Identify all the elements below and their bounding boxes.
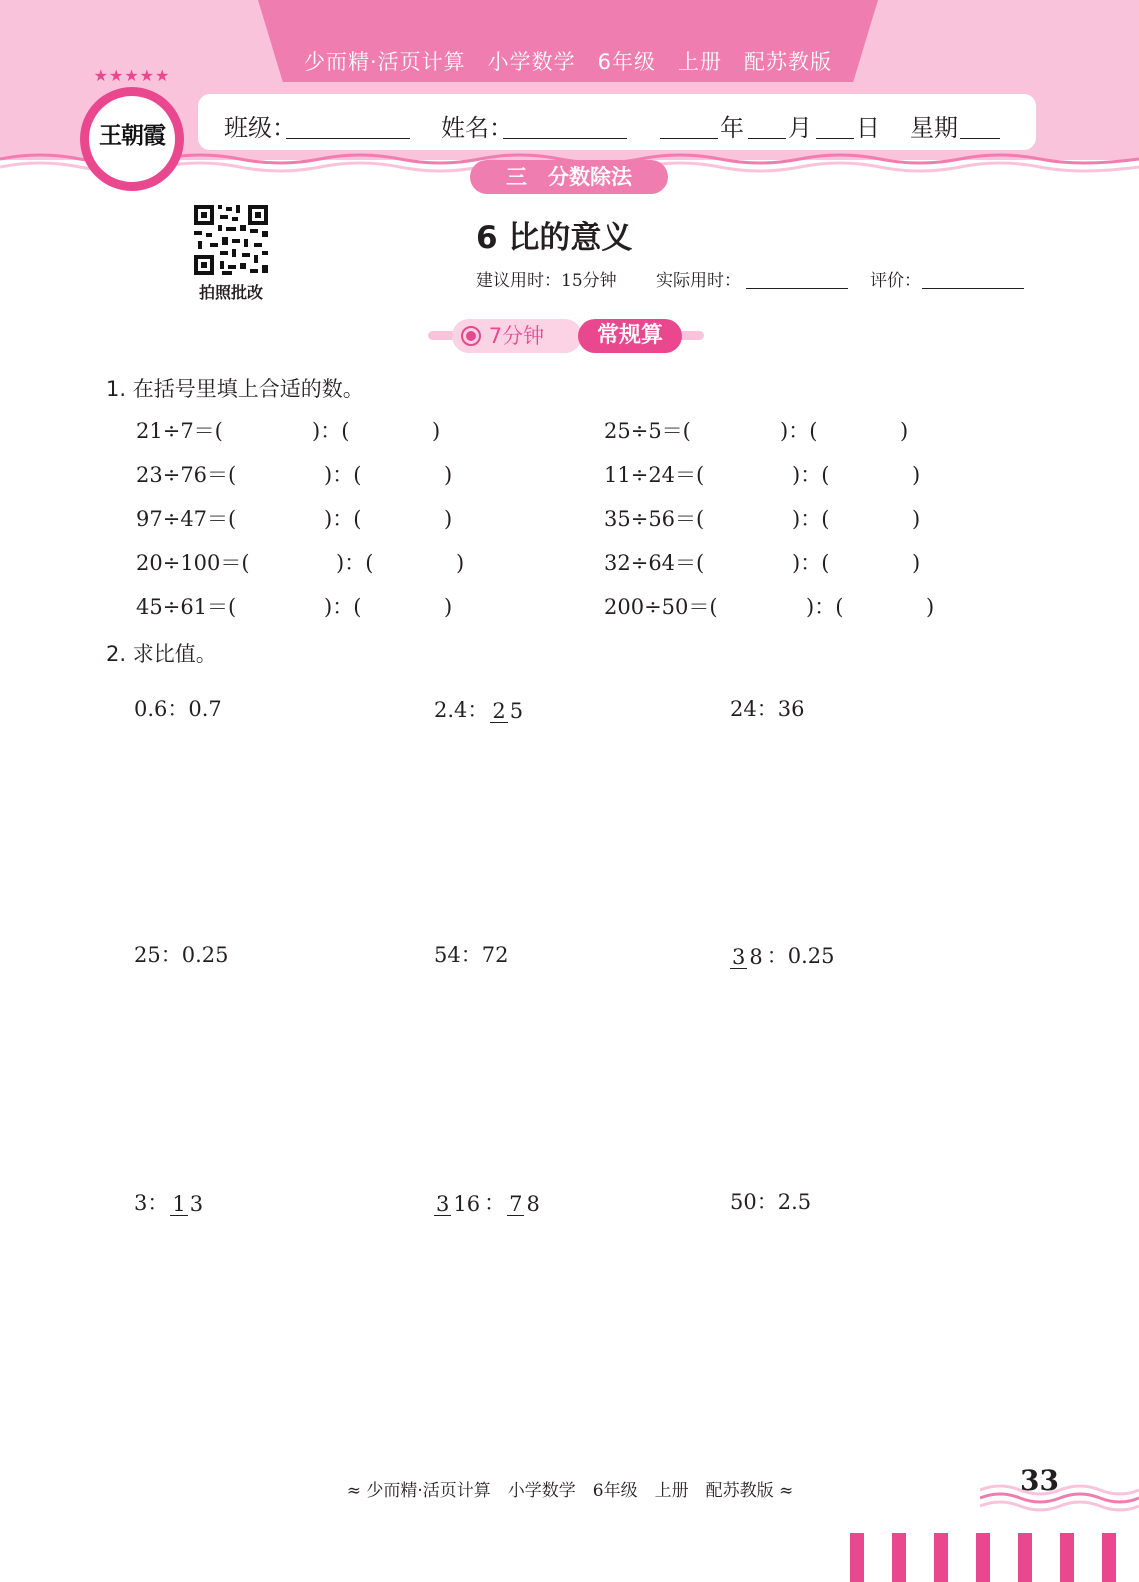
q1-item: 45÷61＝( )：( ): [136, 595, 453, 619]
logo-text: 王朝霞: [99, 122, 165, 149]
class-label: 班级：: [224, 114, 296, 142]
q1-item: 11÷24＝( )：( ): [604, 463, 921, 487]
q2-item: 0.6：0.7: [134, 697, 222, 721]
footer-wave: [980, 1478, 1139, 1518]
day-blank[interactable]: [816, 112, 854, 139]
evaluation-label: 评价：: [870, 271, 921, 291]
page-number: 33: [1020, 1464, 1059, 1497]
year-label: 年: [720, 114, 744, 142]
q1-item: 32÷64＝( )：( ): [604, 551, 921, 575]
weekday-blank[interactable]: [960, 112, 1000, 139]
qr-code-icon[interactable]: [192, 203, 270, 277]
q1-item: 23÷76＝( )：( ): [136, 463, 453, 487]
q1-item: 35÷56＝( )：( ): [604, 507, 921, 531]
footer-text: ≈ 少而精·活页计算 小学数学 6年级 上册 配苏教版 ≈: [346, 1481, 794, 1501]
q2-item: 3 8 ：0.25: [732, 944, 835, 969]
logo-stars-icon: ★★★★★: [93, 66, 171, 85]
actual-time-label: 实际用时：: [656, 271, 741, 291]
actual-time-blank[interactable]: [746, 262, 848, 289]
q1-item: 20÷100＝( )：( ): [136, 551, 465, 575]
month-label: 月: [788, 114, 812, 142]
month-blank[interactable]: [748, 112, 786, 139]
class-blank[interactable]: [286, 112, 410, 139]
suggested-time: 建议用时：15分钟: [476, 271, 617, 291]
name-blank[interactable]: [503, 112, 627, 139]
qr-label: 拍照批改: [198, 283, 263, 302]
name-label: 姓名：: [441, 114, 513, 142]
q2-item: 25：0.25: [134, 943, 229, 967]
q1-title: 1. 在括号里填上合适的数。: [106, 377, 364, 401]
q2-title: 2. 求比值。: [106, 642, 217, 666]
medal-icon: [460, 325, 482, 347]
chapter-label: 三 分数除法: [470, 160, 668, 194]
banner-text: 少而精·活页计算 小学数学 6年级 上册 配苏教版: [303, 50, 833, 74]
year-blank[interactable]: [660, 112, 718, 139]
q2-item: 3 16 ： 7 8: [436, 1191, 540, 1216]
q1-item: 25÷5＝( )：( ): [604, 419, 909, 443]
q2-item: 3： 1 3: [134, 1191, 204, 1216]
evaluation-blank[interactable]: [922, 262, 1024, 289]
badge-kind: 常规算: [578, 319, 682, 353]
q2-item: 2.4： 2 5: [434, 698, 524, 723]
day-label: 日: [856, 114, 880, 142]
badge-time: [452, 319, 582, 353]
lesson-title: 6 比的意义: [476, 220, 633, 256]
q1-item: 21÷7＝( )：( ): [136, 419, 441, 443]
q2-item: 54：72: [434, 943, 509, 967]
q2-item: 24：36: [730, 697, 805, 721]
q1-item: 97÷47＝( )：( ): [136, 507, 453, 531]
q1-item: 200÷50＝( )：( ): [604, 595, 935, 619]
footer-bars: [850, 1533, 1139, 1582]
weekday-label: 星期: [910, 114, 958, 142]
q2-item: 50：2.5: [730, 1190, 812, 1214]
badge-time-text: 7分钟: [488, 324, 545, 348]
